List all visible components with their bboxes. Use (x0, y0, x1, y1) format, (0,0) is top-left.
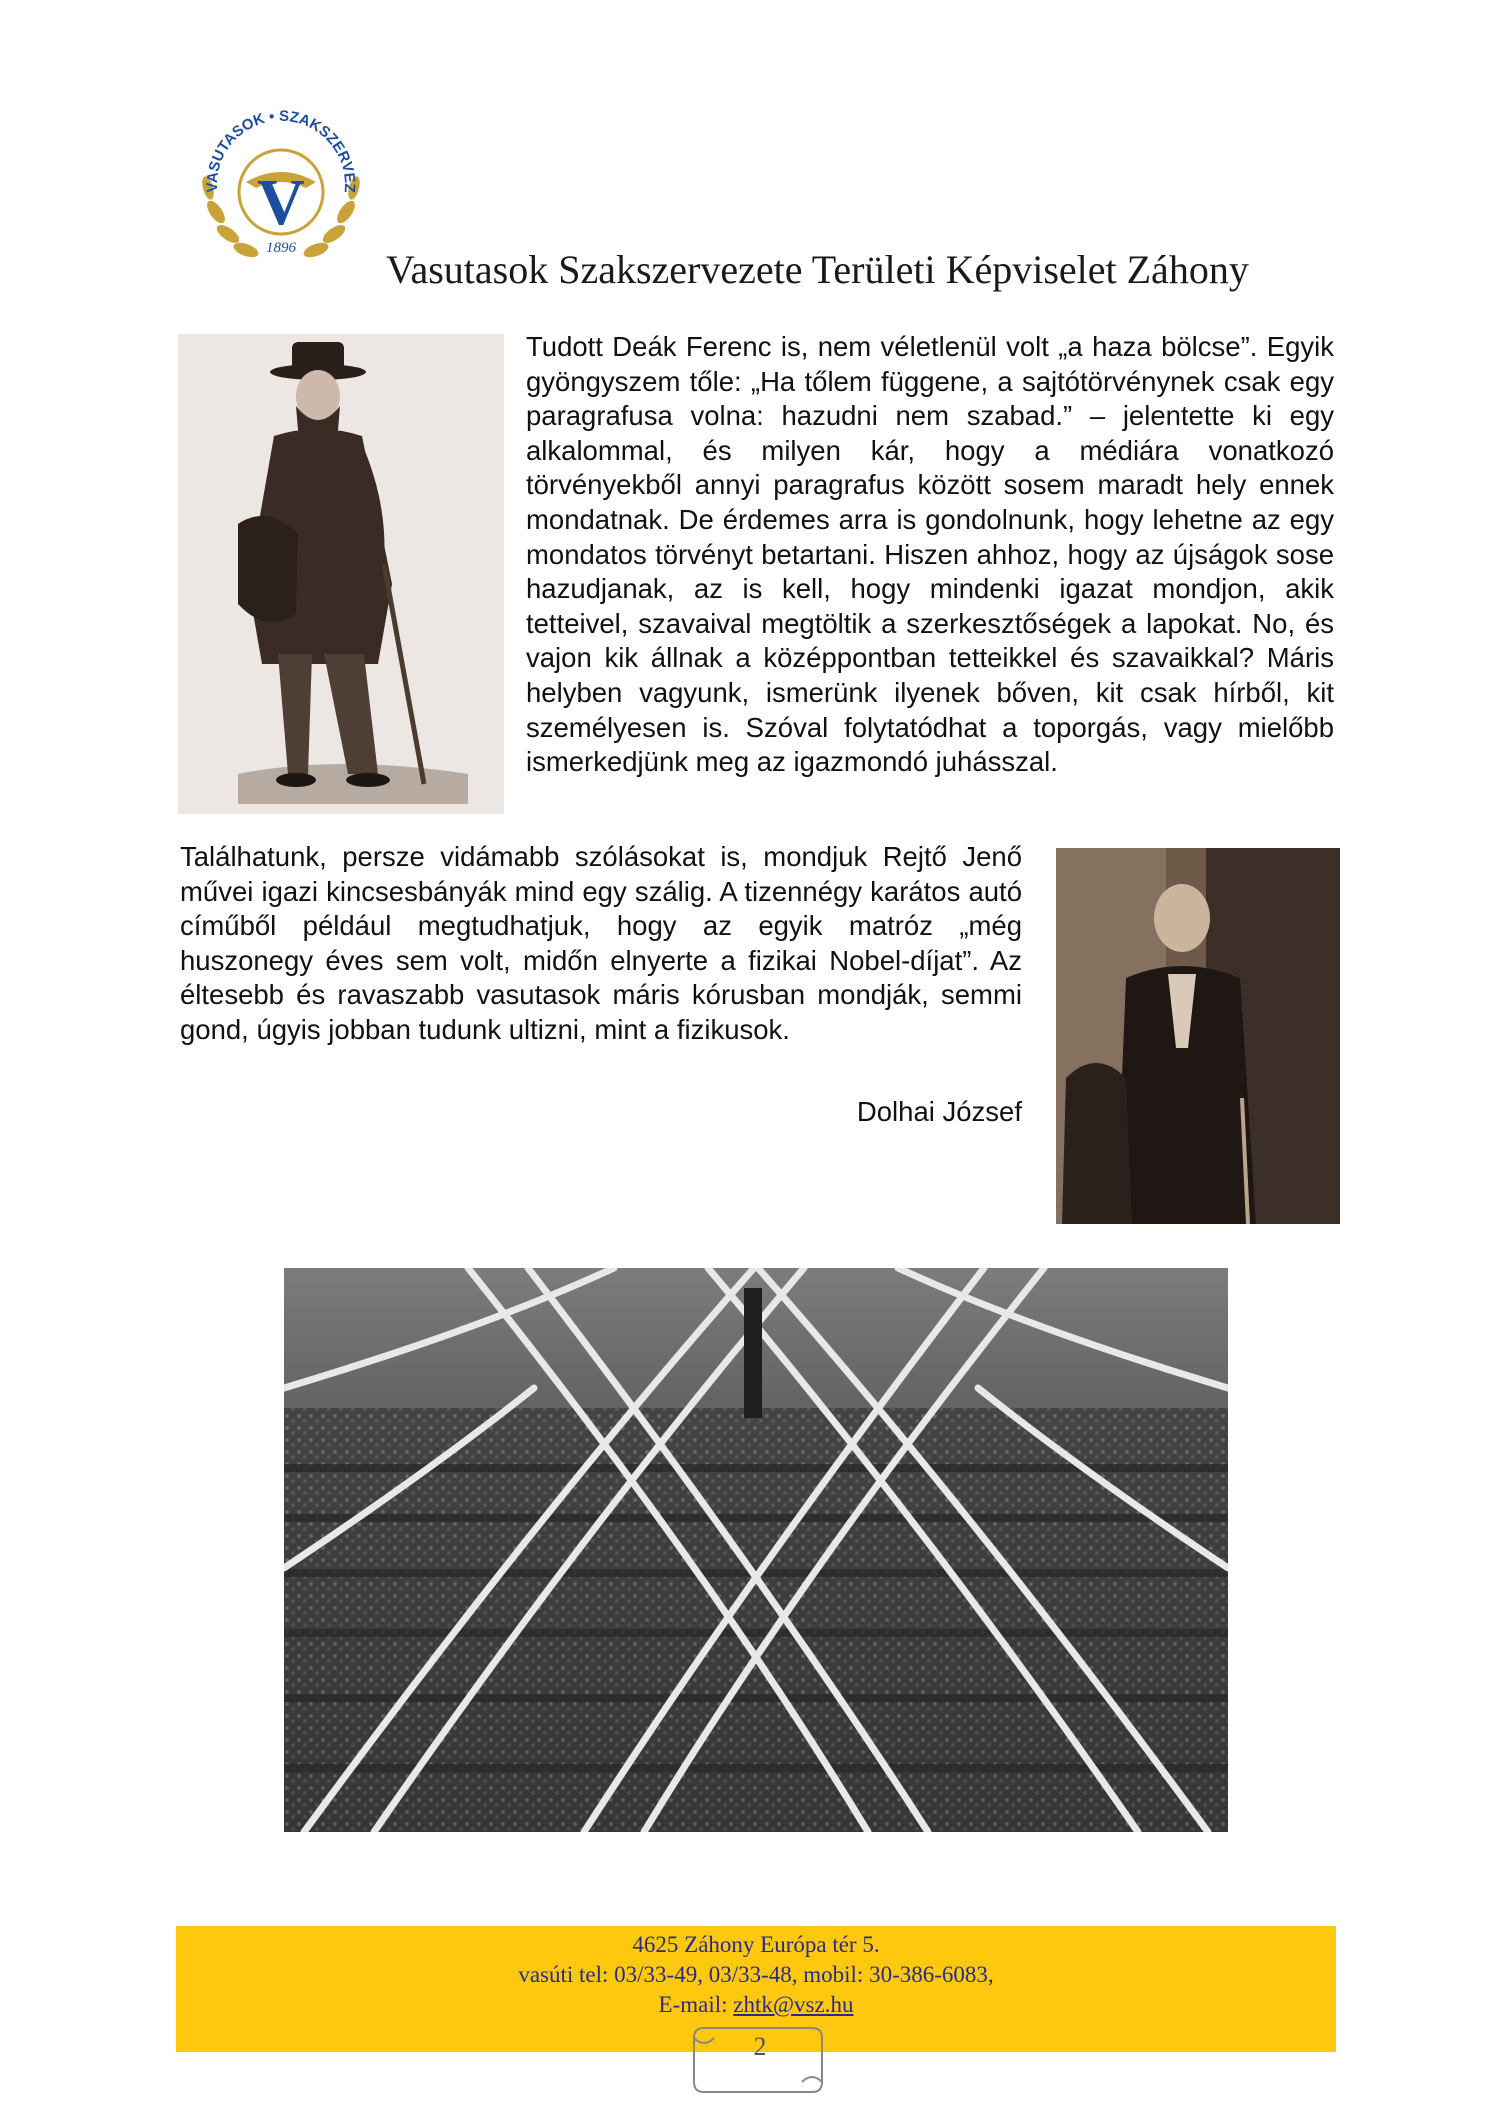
footer-phone: vasúti tel: 03/33-49, 03/33-48, mobil: 30-386-6083, (518, 1962, 994, 1987)
logo-year: 1896 (266, 240, 296, 256)
rejto-photo-image (1056, 848, 1340, 1224)
logo-ring-text: VASUTASOK • SZAKSZERVEZ (203, 107, 359, 194)
railway-tracks-image (284, 1268, 1228, 1832)
page-number: 2 (753, 2032, 767, 2061)
author-name: Dolhai József (856, 1096, 1022, 1127)
article-paragraph-2: Találhatunk, persze vidámabb szólásokat is, mondjuk Rejtő Jenő művei igazi kincsesbányák mind egy szálig. A tizennégy karátos autó címűből például megtudhatjuk, hogy az egyik matróz „még huszonegy éves sem volt, midőn elnyerte a fizikai Nobel-díjat”. Az éltesebb és ravaszabb vasutasok máris kórusban mondják, semmi gond, úgyis jobban tudunk ultizni, mint a fizikusok. (180, 841, 1022, 1045)
union-logo-emblem (188, 92, 374, 278)
footer-email-label: E-mail: (658, 1992, 734, 2017)
footer-email-line (176, 1990, 1336, 2020)
footer-address: 4625 Záhony Európa tér 5. (632, 1932, 880, 1957)
footer-email-link[interactable]: zhtk@vsz.hu (733, 1992, 854, 2017)
deak-portrait-image (178, 334, 504, 814)
logo-letter: V (257, 166, 305, 239)
article-paragraph-1: Tudott Deák Ferenc is, nem véletlenül volt „a haza bölcse”. Egyik gyöngyszem tőle: „Ha tőlem függene, a sajtótörvénynek csak egy paragrafusa volna: hazudni nem szabad.” – jelentette ki egy alkalommal, és milyen kár, hogy a médiára vonatkozó törvényekből annyi paragrafus között sosem maradt hely ennek mondatnak. De érdemes arra is gondolnunk, hogy lehetne az egy mondatos törvényt betartani. Hiszen ahhoz, hogy az újságok sose hazudjanak, az is kell, hogy mindenki igazat mondjon, akik tetteivel, szavaival megtöltik a szerkesztőségek a lapokat. No, és vajon kik állnak a középpontban tetteikkel és szavaikkal? Máris helyben vagyunk, ismerünk ilyenek bőven, kit csak hírből, kit személyesen is. Szóval folytatódhat a toporgás, vagy mielőbb ismerkedjünk meg az igazmondó juhásszal. (526, 331, 1334, 778)
union-logo (188, 92, 374, 278)
page-title: Vasutasok Szakszervezete Területi Képviselet Záhony (386, 247, 1249, 292)
